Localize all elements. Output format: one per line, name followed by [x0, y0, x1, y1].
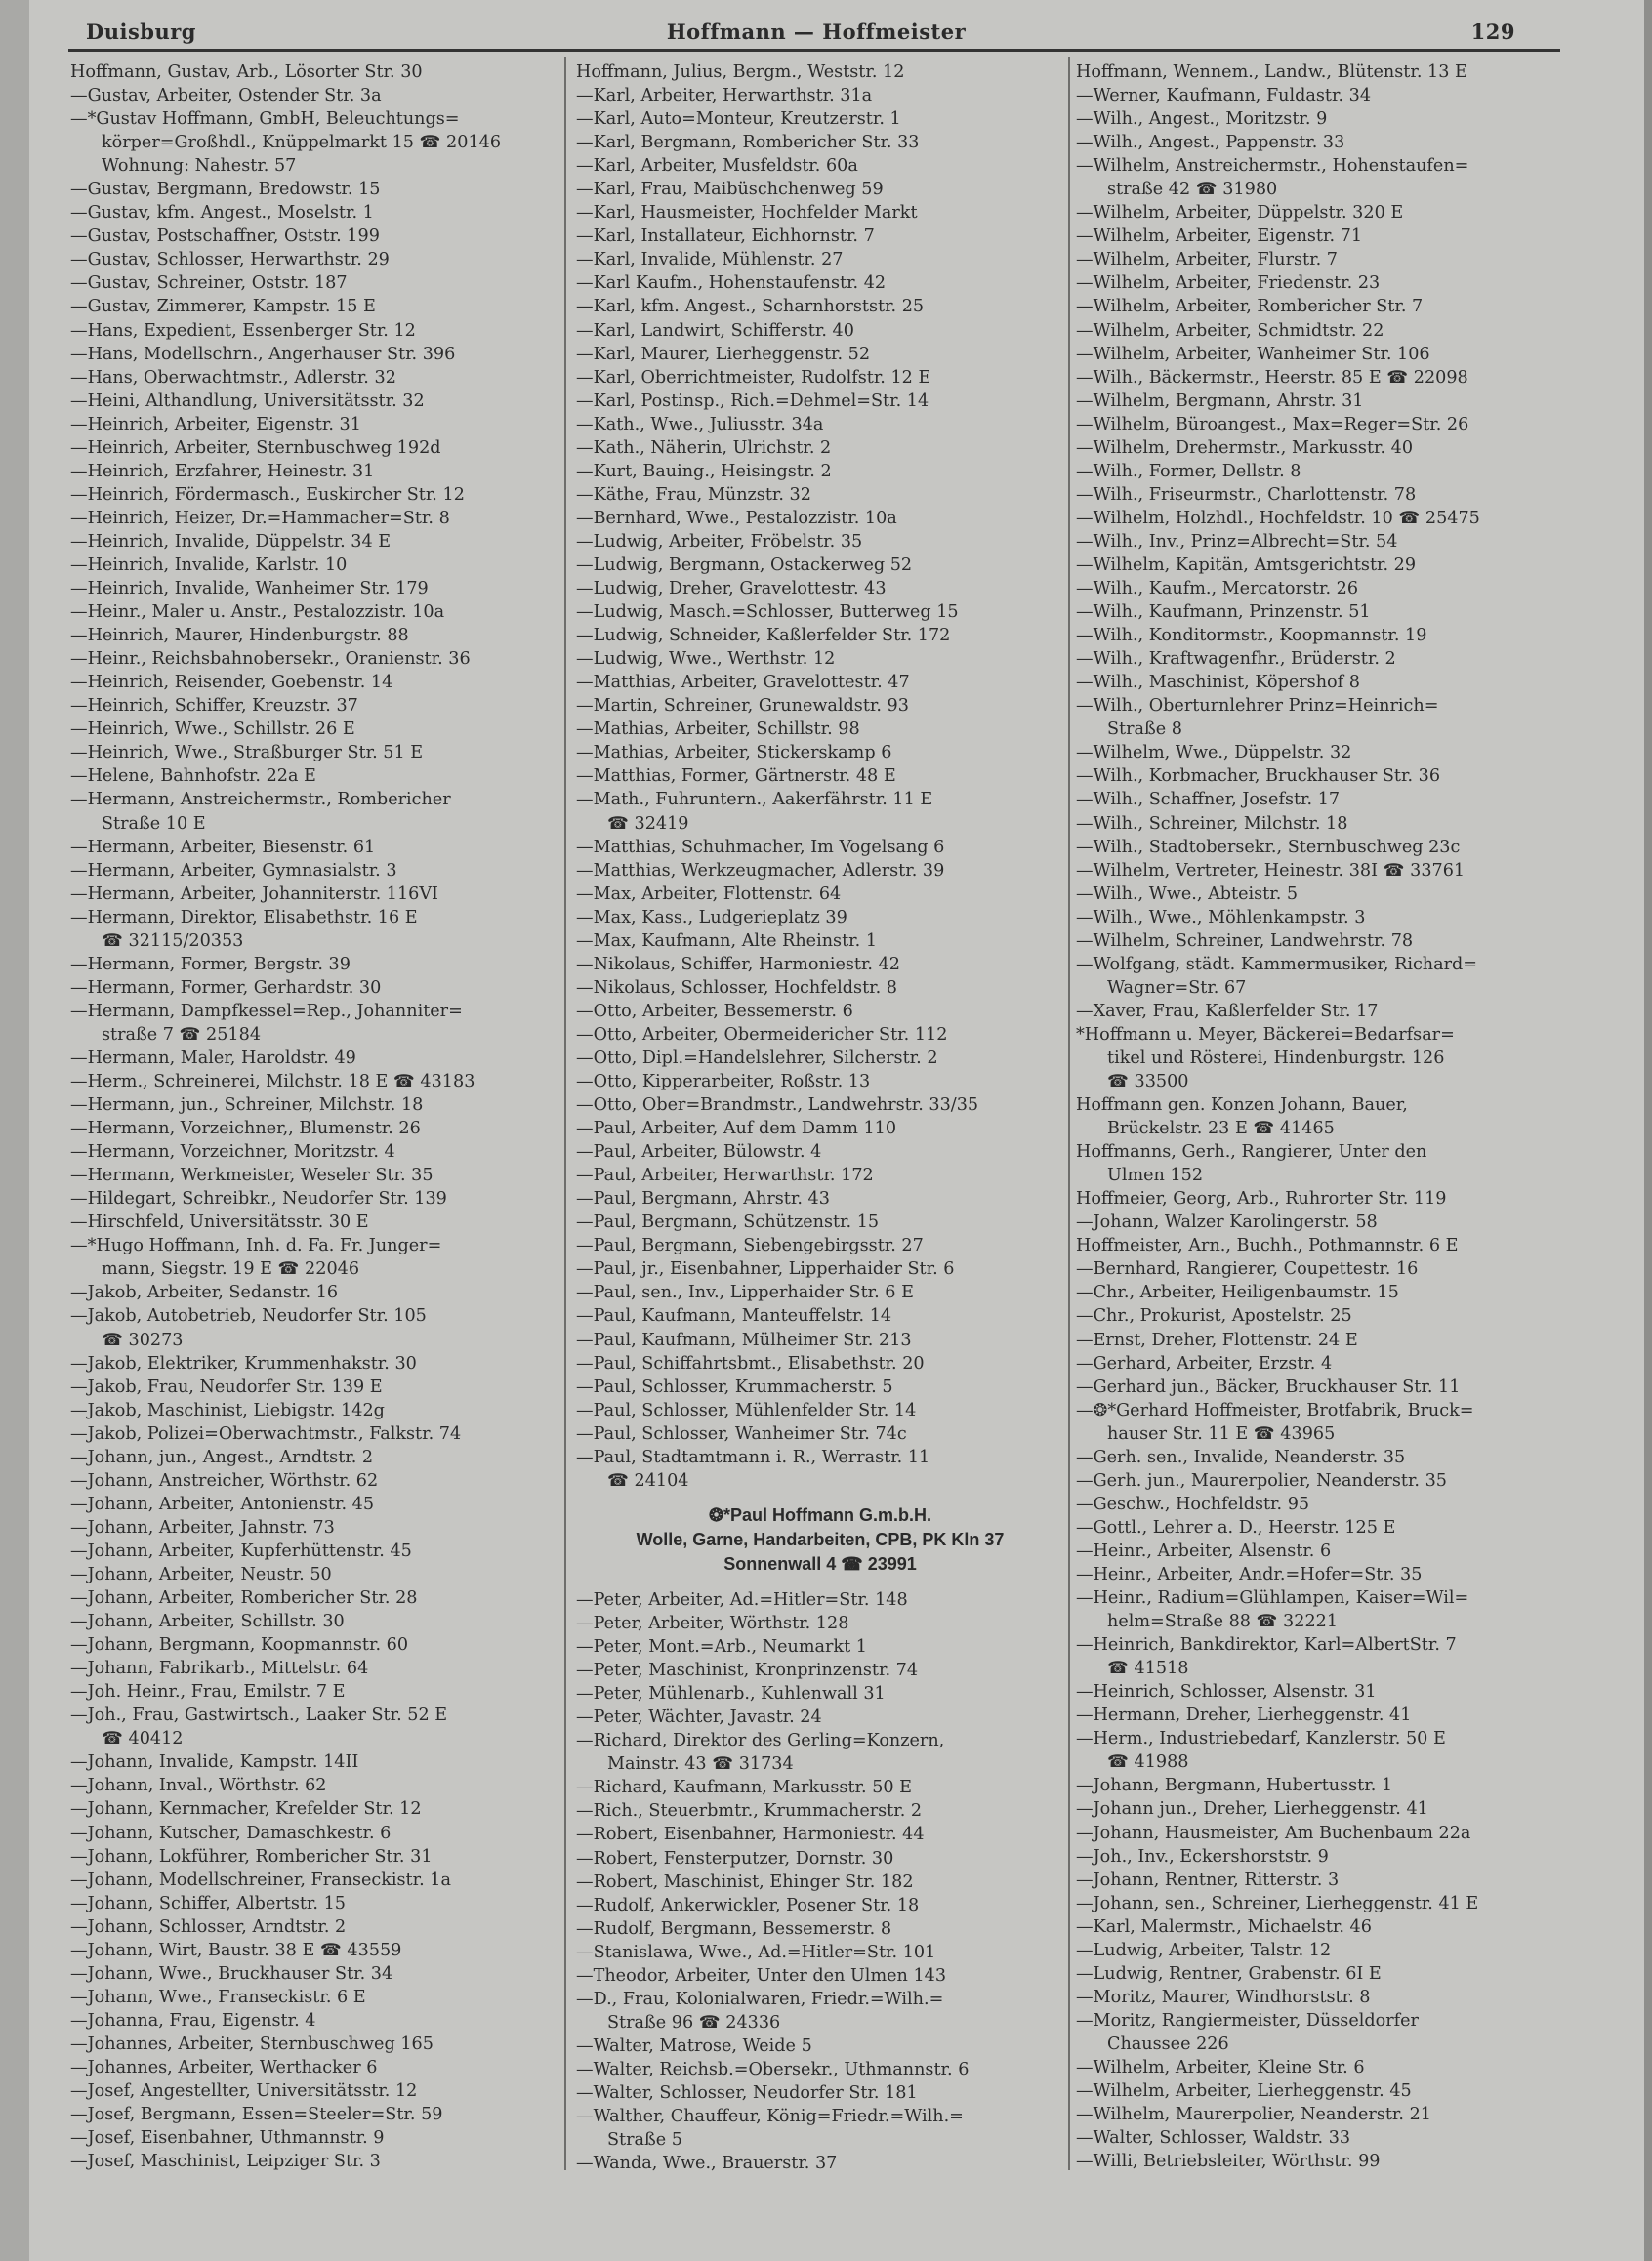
directory-entry-continuation: Straße 5: [607, 2130, 682, 2151]
directory-entry: —Wilhelm, Arbeiter, Flurstr. 7: [1076, 250, 1338, 270]
directory-entry: —Matthias, Werkzeugmacher, Adlerstr. 39: [576, 860, 945, 881]
directory-entry: —Johann, Arbeiter, Jahnstr. 73: [70, 1517, 335, 1538]
directory-entry: —Wilhelm, Holzhdl., Hochfeldstr. 10 ☎ 25475: [1076, 508, 1480, 528]
directory-entry: —Hermann, Arbeiter, Johanniterstr. 116VI: [70, 884, 438, 904]
directory-entry: —Gustav, Postschaffner, Oststr. 199: [70, 226, 380, 247]
directory-entry: —Peter, Maschinist, Kronprinzenstr. 74: [576, 1661, 919, 1681]
directory-entry: —Johann, Fabrikarb., Mittelstr. 64: [70, 1659, 369, 1679]
directory-entry: —Hermann, Dreher, Lierheggenstr. 41: [1076, 1706, 1412, 1726]
ad-company-name: ❂*Paul Hoffmann G.m.b.H.: [708, 1505, 932, 1525]
directory-entry: —Wilhelm, Arbeiter, Kleine Str. 6: [1076, 2057, 1365, 2077]
page-edge-left: [0, 0, 29, 2261]
directory-entry: —Wilh., Konditormstr., Koopmannstr. 19: [1076, 626, 1427, 646]
directory-entry-continuation: ☎ 33500: [1107, 1072, 1189, 1092]
directory-entry: —Walter, Reichsb.=Obersekr., Uthmannstr. 6: [576, 2059, 970, 2079]
directory-entry: —Xaver, Frau, Kaßlerfelder Str. 17: [1076, 1001, 1379, 1021]
directory-entry: —Paul, Arbeiter, Herwarthstr. 172: [576, 1166, 874, 1186]
directory-entry: —Helene, Bahnhofstr. 22a E: [70, 766, 316, 787]
directory-entry: —Paul, Bergmann, Siebengebirgsstr. 27: [576, 1236, 924, 1256]
directory-entry: —Heinrich, Arbeiter, Eigenstr. 31: [70, 414, 361, 434]
running-head-name-range: Hoffmann — Hoffmeister: [666, 20, 967, 44]
directory-entry: —Josef, Eisenbahner, Uthmannstr. 9: [70, 2128, 385, 2149]
directory-entry: —Moritz, Maurer, Windhorststr. 8: [1076, 1987, 1371, 2007]
directory-entry: —Wilhelm, Büroangest., Max=Reger=Str. 26: [1076, 414, 1469, 434]
directory-entry-continuation: ☎ 41988: [1107, 1752, 1189, 1773]
directory-entry: —Max, Kaufmann, Alte Rheinstr. 1: [576, 930, 878, 951]
directory-entry: —Joh., Frau, Gastwirtsch., Laaker Str. 52 E: [70, 1706, 448, 1726]
directory-entry: —Otto, Dipl.=Handelslehrer, Silcherstr. 2: [576, 1048, 938, 1068]
directory-entry: —Karl Kaufm., Hohenstaufenstr. 42: [576, 273, 887, 294]
directory-entry: —Hermann, Arbeiter, Gymnasialstr. 3: [70, 860, 397, 881]
directory-entry: —Josef, Bergmann, Essen=Steeler=Str. 59: [70, 2105, 443, 2125]
directory-entry: —Gustav, Schlosser, Herwarthstr. 29: [70, 250, 390, 270]
directory-entry: —Jakob, Polizei=Oberwachtmstr., Falkstr. 74: [70, 1423, 462, 1444]
directory-entry: —Wilh., Schreiner, Milchstr. 18: [1076, 813, 1348, 834]
directory-entry: —Mathias, Arbeiter, Stickerskamp 6: [576, 743, 892, 763]
directory-entry: —Max, Kass., Ludgerieplatz 39: [576, 907, 847, 927]
directory-entry: —Johann, Lokführer, Rombericher Str. 31: [70, 1846, 433, 1867]
directory-entry: —Theodor, Arbeiter, Unter den Ulmen 143: [576, 1965, 947, 1986]
directory-entry: —Karl, kfm. Angest., Scharnhorststr. 25: [576, 297, 925, 317]
directory-entry-continuation: Wagner=Str. 67: [1107, 977, 1247, 998]
directory-entry: —Wilhelm, Arbeiter, Düppelstr. 320 E: [1076, 203, 1404, 224]
directory-entry: —Otto, Arbeiter, Obermeidericher Str. 112: [576, 1024, 948, 1045]
directory-entry: Hoffmeister, Arn., Buchh., Pothmannstr. 6 E: [1076, 1236, 1459, 1256]
directory-entry: —Hermann, Direktor, Elisabethstr. 16 E: [70, 907, 418, 927]
directory-entry: —Johanna, Frau, Eigenstr. 4: [70, 2010, 316, 2031]
directory-entry: —Karl, Frau, Maibüschchenweg 59: [576, 180, 884, 200]
directory-entry: —Stanislawa, Wwe., Ad.=Hitler=Str. 101: [576, 1942, 936, 1962]
directory-entry: —D., Frau, Kolonialwaren, Friedr.=Wilh.=: [576, 1989, 944, 2009]
directory-entry: —Johannes, Arbeiter, Sternbuschweg 165: [70, 2034, 434, 2054]
directory-entry: —Jakob, Autobetrieb, Neudorfer Str. 105: [70, 1306, 427, 1327]
directory-entry: —Rudolf, Bergmann, Bessemerstr. 8: [576, 1918, 892, 1939]
directory-entry: —❂*Gerhard Hoffmeister, Brotfabrik, Bruck=: [1076, 1400, 1474, 1420]
page-edge-right: [1644, 0, 1652, 2261]
directory-entry: —Paul, Schlosser, Mühlenfelder Str. 14: [576, 1400, 917, 1420]
directory-entry: —Hermann, Former, Bergstr. 39: [70, 954, 351, 974]
directory-entry-continuation: Straße 8: [1107, 719, 1182, 740]
directory-entry: —Chr., Prokurist, Apostelstr. 25: [1076, 1306, 1352, 1327]
directory-entry: —Wilh., Stadtobersekr., Sternbuschweg 23c: [1076, 837, 1461, 857]
directory-entry: —Johann, Rentner, Ritterstr. 3: [1076, 1870, 1340, 1890]
directory-entry: —Bernhard, Wwe., Pestalozzistr. 10a: [576, 508, 897, 528]
directory-entry: —Heinrich, Heizer, Dr.=Hammacher=Str. 8: [70, 508, 450, 528]
directory-entry: —Wilh., Wwe., Abteistr. 5: [1076, 884, 1299, 904]
directory-entry: —Heini, Althandlung, Universitätsstr. 32: [70, 391, 425, 411]
directory-entry-continuation: körper=Großhdl., Knüppelmarkt 15 ☎ 20146: [102, 133, 502, 153]
directory-entry: —Hermann, Dampfkessel=Rep., Johanniter=: [70, 1001, 463, 1021]
directory-entry: —Bernhard, Rangierer, Coupettestr. 16: [1076, 1259, 1419, 1280]
directory-entry: —Johann, Bergmann, Hubertusstr. 1: [1076, 1776, 1393, 1796]
directory-entry-continuation: ☎ 41518: [1107, 1659, 1189, 1679]
directory-entry-continuation: straße 7 ☎ 25184: [102, 1024, 262, 1045]
directory-entry: —Hermann, Former, Gerhardstr. 30: [70, 977, 382, 998]
directory-entry: —Wolfgang, städt. Kammermusiker, Richard=: [1076, 954, 1478, 974]
directory-entry: —Wilh., Wwe., Möhlenkampstr. 3: [1076, 907, 1366, 927]
directory-entry-continuation: ☎ 40412: [102, 1729, 184, 1749]
directory-entry: —Otto, Arbeiter, Bessemerstr. 6: [576, 1001, 853, 1021]
ad-address: Sonnenwall 4 ☎ 23991: [723, 1554, 917, 1574]
directory-entry: —Heinrich, Arbeiter, Sternbuschweg 192d: [70, 437, 441, 458]
directory-entry: —Jakob, Arbeiter, Sedanstr. 16: [70, 1283, 339, 1303]
directory-entry: —Max, Arbeiter, Flottenstr. 64: [576, 884, 842, 904]
directory-entry: —Herm., Schreinerei, Milchstr. 18 E ☎ 43183: [70, 1072, 475, 1092]
directory-entry: —Heinr., Radium=Glühlampen, Kaiser=Wil=: [1076, 1588, 1469, 1609]
directory-entry: —Gustav, Bergmann, Bredowstr. 15: [70, 180, 381, 200]
directory-entry: —Ludwig, Arbeiter, Talstr. 12: [1076, 1940, 1332, 1960]
directory-entry: —Werner, Kaufmann, Fuldastr. 34: [1076, 86, 1372, 106]
directory-entry: —Rich., Steuerbmtr., Krummacherstr. 2: [576, 1801, 923, 1822]
directory-entry: —Joh. Heinr., Frau, Emilstr. 7 E: [70, 1682, 346, 1703]
directory-entry: —Wilhelm, Wwe., Düppelstr. 32: [1076, 743, 1352, 763]
directory-entry: —Heinrich, Invalide, Düppelstr. 34 E: [70, 531, 392, 552]
directory-entry: —Richard, Kaufmann, Markusstr. 50 E: [576, 1778, 913, 1798]
directory-entry: —Wilh., Schaffner, Josefstr. 17: [1076, 790, 1341, 810]
directory-entry: —Mathias, Arbeiter, Schillstr. 98: [576, 719, 860, 740]
directory-entry: —Peter, Arbeiter, Wörthstr. 128: [576, 1614, 849, 1634]
directory-entry: —Wilh., Angest., Moritzstr. 9: [1076, 109, 1328, 130]
directory-entry: —Peter, Wächter, Javastr. 24: [576, 1707, 822, 1728]
directory-entry: —Heinrich, Maurer, Hindenburgstr. 88: [70, 626, 409, 646]
directory-entry: —Josef, Maschinist, Leipziger Str. 3: [70, 2152, 381, 2172]
directory-entry: —Johann, Hausmeister, Am Buchenbaum 22a: [1076, 1823, 1471, 1843]
directory-entry-continuation: ☎ 32419: [607, 813, 689, 834]
directory-entry-continuation: Straße 96 ☎ 24336: [607, 2012, 781, 2033]
directory-entry: —Heinrich, Schlosser, Alsenstr. 31: [1076, 1682, 1377, 1703]
directory-entry: —Hermann, Vorzeichner,, Blumenstr. 26: [70, 1119, 421, 1139]
directory-entry: —Wilh., Angest., Pappenstr. 33: [1076, 133, 1345, 153]
directory-entry: —Hermann, Anstreichermstr., Rombericher: [70, 790, 451, 810]
directory-entry: —Nikolaus, Schlosser, Hochfeldstr. 8: [576, 977, 898, 998]
directory-entry: —Richard, Direktor des Gerling=Konzern,: [576, 1731, 945, 1751]
directory-entry: —Paul, Kaufmann, Manteuffelstr. 14: [576, 1306, 892, 1327]
directory-entry: —Wanda, Wwe., Brauerstr. 37: [576, 2154, 838, 2174]
directory-entry: —Moritz, Rangiermeister, Düsseldorfer: [1076, 2010, 1419, 2031]
directory-entry: —Walter, Schlosser, Waldstr. 33: [1076, 2128, 1351, 2149]
directory-entry: —Johann, Modellschreiner, Franseckistr. 1a: [70, 1870, 451, 1890]
directory-entry: —Gerh. jun., Maurerpolier, Neanderstr. 35: [1076, 1470, 1447, 1491]
directory-entry: —Johann, Arbeiter, Schillstr. 30: [70, 1612, 345, 1632]
directory-entry-continuation: mann, Siegstr. 19 E ☎ 22046: [102, 1259, 360, 1280]
directory-entry: —Matthias, Schuhmacher, Im Vogelsang 6: [576, 837, 945, 857]
directory-entry: —Hermann, Werkmeister, Weseler Str. 35: [70, 1166, 434, 1186]
directory-entry: —Johann, Arbeiter, Kupferhüttenstr. 45: [70, 1541, 412, 1561]
directory-entry: —Wilh., Maschinist, Köpershof 8: [1076, 673, 1360, 693]
directory-entry: —Wilhelm, Bergmann, Ahrstr. 31: [1076, 391, 1364, 411]
directory-entry: —Heinr., Maler u. Anstr., Pestalozzistr. 10a: [70, 602, 445, 623]
directory-entry: —Wilhelm, Vertreter, Heinestr. 38I ☎ 33761: [1076, 860, 1466, 881]
business-advertisement: [576, 1503, 1064, 1577]
directory-entry: —Karl, Arbeiter, Musfeldstr. 60a: [576, 156, 858, 177]
directory-entry-continuation: Chaussee 226: [1107, 2034, 1229, 2054]
directory-entry: —Peter, Mühlenarb., Kuhlenwall 31: [576, 1684, 886, 1705]
directory-entry: —Kath., Näherin, Ulrichstr. 2: [576, 437, 832, 458]
directory-entry: —Karl, Malermstr., Michaelstr. 46: [1076, 1916, 1372, 1937]
directory-entry: —Geschw., Hochfeldstr. 95: [1076, 1494, 1310, 1514]
directory-entry: —Johann, jun., Angest., Arndtstr. 2: [70, 1447, 374, 1467]
directory-entry: —Paul, sen., Inv., Lipperhaider Str. 6 E: [576, 1283, 914, 1303]
directory-entry: —Wilhelm, Schreiner, Landwehrstr. 78: [1076, 930, 1414, 951]
directory-entry: —Wilhelm, Arbeiter, Lierheggenstr. 45: [1076, 2081, 1412, 2102]
directory-entry: —Paul, Bergmann, Ahrstr. 43: [576, 1189, 830, 1210]
header-rule: [68, 49, 1560, 52]
directory-entry: —Wilh., Korbmacher, Bruckhauser Str. 36: [1076, 766, 1441, 787]
directory-entry: —Jakob, Elektriker, Krummenhakstr. 30: [70, 1353, 417, 1374]
directory-entry: —Matthias, Arbeiter, Gravelottestr. 47: [576, 673, 910, 693]
directory-entry: *Hoffmann u. Meyer, Bäckerei=Bedarfsar=: [1076, 1024, 1455, 1045]
directory-entry-continuation: ☎ 32115/20353: [102, 930, 244, 951]
directory-entry: —Karl, Maurer, Lierheggenstr. 52: [576, 344, 871, 364]
directory-entry: —Otto, Ober=Brandmstr., Landwehrstr. 33/35: [576, 1095, 979, 1116]
directory-entry: —Wilh., Kaufm., Mercatorstr. 26: [1076, 579, 1359, 599]
directory-entry: —Johann, Arbeiter, Antonienstr. 45: [70, 1494, 375, 1514]
directory-entry: —Johann, Arbeiter, Neustr. 50: [70, 1565, 332, 1584]
directory-entry: —*Gustav Hoffmann, GmbH, Beleuchtungs=: [70, 109, 460, 130]
directory-entry: —Heinrich, Schiffer, Kreuzstr. 37: [70, 696, 358, 717]
directory-entry: —Ernst, Dreher, Flottenstr. 24 E: [1076, 1330, 1358, 1350]
directory-entry: —Johann, Wwe., Franseckistr. 6 E: [70, 1987, 366, 2007]
directory-entry: —Paul, Bergmann, Schützenstr. 15: [576, 1213, 880, 1233]
directory-entry: —Nikolaus, Schiffer, Harmoniestr. 42: [576, 954, 901, 974]
directory-entry: —Karl, Installateur, Eichhornstr. 7: [576, 226, 875, 247]
directory-entry: —Kurt, Bauing., Heisingstr. 2: [576, 461, 832, 481]
column-divider: [1068, 57, 1070, 2170]
directory-entry: —Hermann, Arbeiter, Biesenstr. 61: [70, 837, 376, 857]
directory-entry: —Wilhelm, Maurerpolier, Neanderstr. 21: [1076, 2105, 1431, 2125]
directory-entry: —Gerh. sen., Invalide, Neanderstr. 35: [1076, 1447, 1406, 1467]
directory-entry: —Johann, Kutscher, Damaschkestr. 6: [70, 1823, 392, 1843]
directory-entry-continuation: helm=Straße 88 ☎ 32221: [1107, 1612, 1339, 1632]
directory-entry: —Gustav, Schreiner, Oststr. 187: [70, 273, 348, 294]
directory-entry: —Jakob, Maschinist, Liebigstr. 142g: [70, 1400, 385, 1420]
directory-entry: —Paul, Arbeiter, Auf dem Damm 110: [576, 1119, 897, 1139]
directory-entry: —Walter, Matrose, Weide 5: [576, 2035, 812, 2056]
directory-entry: —Paul, Schlosser, Krummacherstr. 5: [576, 1377, 893, 1397]
directory-entry: —Heinrich, Fördermasch., Euskircher Str. 12: [70, 484, 465, 505]
directory-entry: —Paul, Stadtamtmann i. R., Werrastr. 11: [576, 1447, 930, 1467]
directory-entry: —Jakob, Frau, Neudorfer Str. 139 E: [70, 1377, 383, 1397]
directory-column-3: [1076, 61, 1574, 2173]
directory-column-2-top: [576, 61, 1064, 1493]
directory-entry: —Wilh., Former, Dellstr. 8: [1076, 461, 1301, 481]
directory-entry: —Johann, sen., Schreiner, Lierheggenstr. 41 E: [1076, 1893, 1479, 1913]
directory-entry: —Matthias, Former, Gärtnerstr. 48 E: [576, 766, 896, 787]
column-divider: [564, 57, 566, 2170]
directory-entry: —Wilhelm, Arbeiter, Schmidtstr. 22: [1076, 320, 1384, 341]
directory-entry-continuation: ☎ 30273: [102, 1330, 184, 1350]
directory-entry: —Martin, Schreiner, Grunewaldstr. 93: [576, 696, 909, 717]
directory-entry-continuation: straße 42 ☎ 31980: [1107, 180, 1278, 200]
directory-entry: —Willi, Betriebsleiter, Wörthstr. 99: [1076, 2152, 1381, 2172]
directory-entry: —Wilhelm, Kapitän, Amtsgerichtstr. 29: [1076, 555, 1417, 575]
directory-entry: —Walther, Chauffeur, König=Friedr.=Wilh.=: [576, 2107, 964, 2127]
directory-entry: —Wilh., Oberturnlehrer Prinz=Heinrich=: [1076, 696, 1439, 717]
directory-entry: —Math., Fuhruntern., Aakerfährstr. 11 E: [576, 790, 933, 810]
running-head-city: Duisburg: [86, 20, 196, 44]
directory-entry: —Robert, Eisenbahner, Harmoniestr. 44: [576, 1825, 925, 1845]
directory-entry: —Johann, Schlosser, Arndtstr. 2: [70, 1916, 347, 1937]
directory-entry: —Robert, Maschinist, Ehinger Str. 182: [576, 1871, 914, 1892]
directory-entry: —Gustav, Zimmerer, Kampstr. 15 E: [70, 297, 376, 317]
directory-entry: —Heinrich, Wwe., Schillstr. 26 E: [70, 719, 355, 740]
directory-entry: —Karl, Oberrichtmeister, Rudolfstr. 12 E: [576, 367, 931, 388]
directory-entry: —Karl, Postinsp., Rich.=Dehmel=Str. 14: [576, 391, 929, 411]
directory-entry: —Wilhelm, Arbeiter, Wanheimer Str. 106: [1076, 344, 1430, 364]
directory-entry: —Rudolf, Ankerwickler, Posener Str. 18: [576, 1895, 920, 1915]
directory-entry: —Johann, Wwe., Bruckhauser Str. 34: [70, 1963, 393, 1984]
directory-entry: —Wilh., Kraftwagenfhr., Brüderstr. 2: [1076, 649, 1396, 670]
directory-entry: —Wilh., Kaufmann, Prinzenstr. 51: [1076, 602, 1371, 623]
directory-entry: —Wilhelm, Arbeiter, Rombericher Str. 7: [1076, 297, 1424, 317]
directory-entry-continuation: Mainstr. 43 ☎ 31734: [607, 1754, 794, 1775]
directory-entry: —Paul, jr., Eisenbahner, Lipperhaider Str. 6: [576, 1259, 955, 1280]
directory-entry: —Johann, Wirt, Baustr. 38 E ☎ 43559: [70, 1940, 402, 1960]
directory-entry: —Hildegart, Schreibkr., Neudorfer Str. 139: [70, 1189, 447, 1210]
directory-entry: —Johann, Walzer Karolingerstr. 58: [1076, 1213, 1378, 1233]
directory-entry: —Wilh., Friseurmstr., Charlottenstr. 78: [1076, 484, 1417, 505]
directory-entry-continuation: Wohnung: Nahestr. 57: [102, 156, 297, 177]
directory-entry: —Heinrich, Invalide, Karlstr. 10: [70, 555, 348, 575]
directory-entry: —Johann jun., Dreher, Lierheggenstr. 41: [1076, 1799, 1428, 1820]
directory-entry: —Karl, Bergmann, Rombericher Str. 33: [576, 133, 920, 153]
directory-entry: —Heinrich, Invalide, Wanheimer Str. 179: [70, 579, 429, 599]
directory-entry: —Ludwig, Wwe., Werthstr. 12: [576, 649, 836, 670]
directory-entry: —Wilh., Inv., Prinz=Albrecht=Str. 54: [1076, 531, 1398, 552]
directory-entry: —Josef, Angestellter, Universitätsstr. 12: [70, 2081, 418, 2102]
directory-entry: —Hermann, Vorzeichner, Moritzstr. 4: [70, 1142, 395, 1163]
directory-entry: —Ludwig, Masch.=Schlosser, Butterweg 15: [576, 602, 959, 623]
directory-entry: —Hans, Modellschrn., Angerhauser Str. 396: [70, 344, 456, 364]
directory-entry: —Hans, Expedient, Essenberger Str. 12: [70, 320, 416, 341]
directory-entry: —Johann, Bergmann, Koopmannstr. 60: [70, 1635, 409, 1656]
directory-entry-continuation: ☎ 24104: [607, 1470, 689, 1491]
directory-entry: —Robert, Fensterputzer, Dornstr. 30: [576, 1848, 894, 1869]
directory-entry: —Karl, Auto=Monteur, Kreutzerstr. 1: [576, 109, 901, 130]
directory-entry: —Johann, Anstreicher, Wörthstr. 62: [70, 1470, 379, 1491]
directory-entry: Hoffmann, Wennem., Landw., Blütenstr. 13 E: [1076, 62, 1467, 82]
directory-entry: —Wilhelm, Arbeiter, Friedenstr. 23: [1076, 273, 1381, 294]
directory-entry: —Karl, Landwirt, Schifferstr. 40: [576, 320, 854, 341]
directory-entry: —Ludwig, Arbeiter, Fröbelstr. 35: [576, 531, 863, 552]
directory-entry-continuation: tikel und Rösterei, Hindenburgstr. 126: [1107, 1048, 1445, 1068]
directory-entry: —Karl, Arbeiter, Herwarthstr. 31a: [576, 86, 873, 106]
directory-entry: —Peter, Mont.=Arb., Neumarkt 1: [576, 1637, 867, 1658]
directory-entry: —Paul, Kaufmann, Mülheimer Str. 213: [576, 1330, 912, 1350]
directory-entry: —Herm., Industriebedarf, Kanzlerstr. 50 E: [1076, 1729, 1446, 1749]
directory-entry: —Chr., Arbeiter, Heiligenbaumstr. 15: [1076, 1283, 1399, 1303]
directory-entry: —Johann, Inval., Wörthstr. 62: [70, 1776, 327, 1796]
directory-entry: Hoffmann, Gustav, Arb., Lösorter Str. 30: [70, 62, 423, 82]
directory-entry: —Hans, Oberwachtmstr., Adlerstr. 32: [70, 367, 396, 388]
directory-entry: —Ludwig, Rentner, Grabenstr. 6I E: [1076, 1963, 1382, 1984]
directory-entry: —Hirschfeld, Universitätsstr. 30 E: [70, 1213, 369, 1233]
directory-entry: —Johann, Invalide, Kampstr. 14II: [70, 1752, 359, 1773]
directory-entry: —Heinr., Reichsbahnobersekr., Oranienstr. 36: [70, 649, 471, 670]
directory-entry: Hoffmeier, Georg, Arb., Ruhrorter Str. 119: [1076, 1189, 1447, 1210]
directory-entry: —Kath., Wwe., Juliusstr. 34a: [576, 414, 824, 434]
directory-entry: —Wilhelm, Anstreichermstr., Hohenstaufen=: [1076, 156, 1469, 177]
directory-entry: —Gerhard jun., Bäcker, Bruckhauser Str. 11: [1076, 1377, 1461, 1397]
directory-entry: —Karl, Hausmeister, Hochfelder Markt: [576, 203, 918, 224]
directory-entry: —Wilhelm, Drehermstr., Markusstr. 40: [1076, 437, 1414, 458]
ad-business-line: Wolle, Garne, Handarbeiten, CPB, PK Kln 37: [636, 1530, 1005, 1549]
directory-entry: —Ludwig, Bergmann, Ostackerweg 52: [576, 555, 913, 575]
directory-entry: —Gustav, Arbeiter, Ostender Str. 3a: [70, 86, 382, 106]
directory-entry: —Gottl., Lehrer a. D., Heerstr. 125 E: [1076, 1517, 1396, 1538]
directory-entry: —Hermann, jun., Schreiner, Milchstr. 18: [70, 1095, 424, 1116]
page-number: 129: [1470, 20, 1515, 44]
directory-entry: —Paul, Arbeiter, Bülowstr. 4: [576, 1142, 822, 1163]
directory-entry: —Peter, Arbeiter, Ad.=Hitler=Str. 148: [576, 1590, 908, 1610]
directory-entry: —Hermann, Maler, Haroldstr. 49: [70, 1048, 356, 1068]
directory-entry-continuation: Brückelstr. 23 E ☎ 41465: [1107, 1119, 1335, 1139]
directory-entry: —Heinrich, Reisender, Goebenstr. 14: [70, 673, 393, 693]
directory-entry: —Johann, Kernmacher, Krefelder Str. 12: [70, 1799, 422, 1820]
directory-entry: —Ludwig, Schneider, Kaßlerfelder Str. 172: [576, 626, 951, 646]
directory-entry: Hoffmann gen. Konzen Johann, Bauer,: [1076, 1095, 1408, 1116]
directory-entry-continuation: Straße 10 E: [102, 813, 206, 834]
directory-entry-continuation: Ulmen 152: [1107, 1166, 1204, 1186]
directory-entry-continuation: hauser Str. 11 E ☎ 43965: [1107, 1423, 1336, 1444]
directory-entry: —Paul, Schiffahrtsbmt., Elisabethstr. 20: [576, 1353, 925, 1374]
directory-entry: —Johann, Arbeiter, Rombericher Str. 28: [70, 1588, 418, 1609]
directory-entry: —Joh., Inv., Eckershorststr. 9: [1076, 1846, 1329, 1867]
directory-entry: —Johann, Schiffer, Albertstr. 15: [70, 1893, 346, 1913]
directory-entry: —Heinrich, Bankdirektor, Karl=AlbertStr. 7: [1076, 1635, 1457, 1656]
directory-entry: —Wilh., Bäckermstr., Heerstr. 85 E ☎ 22098: [1076, 367, 1468, 388]
directory-column-2-bottom: [576, 1588, 1064, 2175]
directory-entry: —Heinrich, Erzfahrer, Heinestr. 31: [70, 461, 375, 481]
directory-entry: Hoffmann, Julius, Bergm., Weststr. 12: [576, 62, 905, 82]
directory-entry: —Heinrich, Wwe., Straßburger Str. 51 E: [70, 743, 424, 763]
directory-entry: Hoffmanns, Gerh., Rangierer, Unter den: [1076, 1142, 1427, 1163]
directory-entry: —Otto, Kipperarbeiter, Roßstr. 13: [576, 1072, 871, 1092]
directory-column-1: [70, 61, 563, 2173]
directory-entry: —Gustav, kfm. Angest., Moselstr. 1: [70, 203, 374, 224]
directory-entry: —Wilhelm, Arbeiter, Eigenstr. 71: [1076, 226, 1363, 247]
directory-entry: —Heinr., Arbeiter, Alsenstr. 6: [1076, 1541, 1332, 1561]
directory-entry: —Walter, Schlosser, Neudorfer Str. 181: [576, 2082, 918, 2103]
directory-entry: —Käthe, Frau, Münzstr. 32: [576, 484, 811, 505]
directory-entry: —Ludwig, Dreher, Gravelottestr. 43: [576, 579, 887, 599]
directory-entry: —*Hugo Hoffmann, Inh. d. Fa. Fr. Junger=: [70, 1236, 442, 1256]
directory-entry: —Johannes, Arbeiter, Werthacker 6: [70, 2057, 378, 2077]
directory-entry: —Karl, Invalide, Mühlenstr. 27: [576, 250, 844, 270]
directory-entry: —Paul, Schlosser, Wanheimer Str. 74c: [576, 1423, 907, 1444]
directory-entry: —Gerhard, Arbeiter, Erzstr. 4: [1076, 1353, 1333, 1374]
directory-entry: —Heinr., Arbeiter, Andr.=Hofer=Str. 35: [1076, 1565, 1423, 1584]
